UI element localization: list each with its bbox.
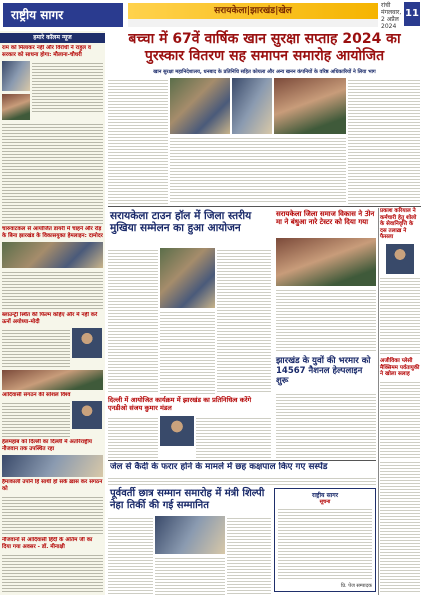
sidebar-photo-3 xyxy=(2,242,103,268)
story-6-photo xyxy=(155,516,225,554)
story-6-text-2 xyxy=(155,556,225,595)
story-3-text xyxy=(276,392,376,458)
lead-text-col-2 xyxy=(170,136,346,204)
sidebar-photo-4 xyxy=(2,370,103,390)
ad-subtitle: सूचना xyxy=(319,499,331,505)
sidebar-headline-4: आदिवासी संगठन की सोशल विश्व xyxy=(2,392,71,398)
story-4-portrait xyxy=(160,416,194,446)
sidebar-text-5 xyxy=(2,401,70,437)
sidebar-headline-7: नौजवानों से आदिवासी हिंदी के अंतिम जी का दिया गया अवसर - डॉ. मीनाक्षी xyxy=(2,537,93,550)
page-number: 11 xyxy=(404,2,420,26)
sidebar-headline-6: हैमाकाली उपनि हि साथी हो सके ख़ास कर संगठन को xyxy=(2,479,103,492)
sidebar-portrait-2 xyxy=(72,401,102,429)
sidebar-text-2 xyxy=(2,122,103,224)
story-6-text xyxy=(108,516,153,595)
lead-photo-1 xyxy=(170,78,230,134)
story-5-text xyxy=(108,476,376,486)
ad-text xyxy=(278,507,372,581)
story-4-title: दिल्ली में आयोजित कार्यक्रम में झारखंड का प्रतिनिधित्व करेंगे एनडीओ संजय कुमार मंडल xyxy=(108,396,252,412)
story-6-title: पूर्ववर्ती छात्र सम्मान समारोह में मंत्री शिल्पी नेहा तिर्की की गई सम्मानित xyxy=(110,488,265,511)
story-6-text-3 xyxy=(227,516,271,595)
lead-strapline: खान सुरक्षा महानिदेशालय, धनबाद के प्रतिनिधि सहित कोयला और अन्य खनन कंपनियों के वरिष्ठ अधिकारियों ने लिया भाग xyxy=(108,68,421,76)
sidebar-headline-2: चारुवाटकल से आयोजित डायरी में चाहने और रोड़ के बिना झारखंड के विकासयुक्त हेमलाइन: दामोदर xyxy=(2,226,103,239)
right-text-3 xyxy=(380,460,420,593)
lead-photo-3 xyxy=(274,78,346,134)
section-subbar xyxy=(128,19,378,27)
ad-footer: प्रि. पेज सम्पादक xyxy=(340,583,372,589)
rule xyxy=(108,206,421,207)
right-text-2 xyxy=(380,380,420,458)
story-4-text-2 xyxy=(196,416,271,458)
story-1-text-3 xyxy=(160,310,215,394)
story-2-title: सरायकेला जिला समाज विकास ने 3ोन मा ने बंधुआ नारे टेस्टर को दिया गया xyxy=(276,210,375,226)
sidebar-photo-2 xyxy=(2,94,30,120)
story-2-text xyxy=(276,288,376,352)
date-block xyxy=(381,2,405,30)
story-5-title: जेल से कैदी के फरार होने के मामले में छह कक्षपाल किए गए सस्पेंड xyxy=(110,462,328,472)
section-title: सरायकेला|झारखंड|खेल xyxy=(128,3,378,19)
rule xyxy=(108,460,376,461)
right-text xyxy=(380,276,420,356)
story-4-text xyxy=(108,416,158,458)
date: मंगलवार, 2 अप्रैल 2024 xyxy=(381,9,402,30)
lead-photo-2 xyxy=(232,78,272,134)
story-3-title: झारखंड के युवों की भरमार को 14567 नैशनल हेल्पलाइन शुरू xyxy=(276,356,371,386)
sidebar-text-3 xyxy=(2,270,103,310)
sidebar-text-4 xyxy=(2,328,70,368)
lead-text-col-1 xyxy=(108,78,168,204)
right-portrait xyxy=(386,244,414,274)
right-story-title-2: अजीविका प्लेसी मैक्सिमम पर्वतायुकी ने खोला सलाह xyxy=(380,358,420,377)
newspaper-logo: राष्ट्रीय सागर xyxy=(3,3,123,27)
sidebar-photo-5 xyxy=(2,455,103,477)
story-1-photo xyxy=(160,248,215,308)
sidebar-headline-1: राम को मिलाकर नहीं और विरोधी ने राहुल व सरकार को साधना होगा: मौलाना-चौधरी xyxy=(2,45,91,58)
sidebar-text-6 xyxy=(2,495,103,535)
sidebar-text-7 xyxy=(2,553,103,593)
lead-story xyxy=(108,31,421,69)
story-1-text-2 xyxy=(217,248,271,394)
lead-headline: बच्चा में 67वें वार्षिक खान सुरक्षा सप्ताह 2024 का पुरस्कार वितरण सह समापन समारोह आयोजित xyxy=(128,31,401,64)
lead-text-col-3 xyxy=(348,78,420,204)
sidebar-header: हमारे कॉलम न्यूज xyxy=(0,33,105,43)
sidebar-photo-1 xyxy=(2,61,30,91)
right-story-title: प्रकाश करियाल ने कर्मचारी हेतु शोलो के सेवानिवृत्ति के दस तलाख़ ने फैसला xyxy=(380,208,417,240)
sidebar-portrait-1 xyxy=(72,328,102,358)
ad-title: राष्ट्रीय सागर xyxy=(311,492,339,499)
sidebar-headline-3: ब्लाउन्ट्री स्थित की फिल्म कहिए और में नहीं करें ऊनों अयोध्या-मोदी xyxy=(2,312,98,325)
story-1-title: सरायकेला टाउन हॉल में जिला स्तरीय मुखिया सम्मेलन का हुआ आयोजन xyxy=(110,210,252,234)
story-1-text xyxy=(108,248,158,394)
notice-ad xyxy=(274,488,376,592)
sidebar-headline-5: हेलमहांब को दिल्ली का दिल्ली में अंतरिराष्ट्रीय नौजवान तक उपस्थित रहा xyxy=(2,439,92,452)
story-2-photo xyxy=(276,238,376,286)
city: रांची xyxy=(381,2,391,9)
sidebar-text-1 xyxy=(32,61,103,113)
column-divider xyxy=(378,208,379,595)
